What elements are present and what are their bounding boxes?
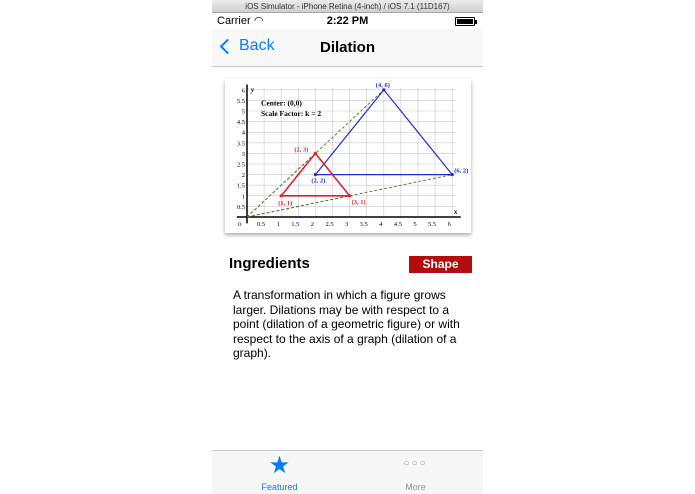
vertex-point [314, 152, 317, 155]
tab-featured-label: Featured [261, 482, 298, 492]
x-axis-label: x [453, 208, 458, 216]
category-badge[interactable]: Shape [409, 256, 472, 273]
navigation-bar [212, 29, 483, 67]
point-label: (6, 2) [454, 167, 469, 175]
tab-featured[interactable] [212, 451, 347, 494]
x-tick-label: 3 [344, 221, 349, 228]
battery-icon [455, 17, 475, 26]
more-dots-icon: ○○○ [403, 458, 428, 469]
x-tick-label: 1.5 [291, 221, 300, 228]
y-tick-label: 3 [241, 150, 245, 158]
point-label: (2, 3) [294, 146, 309, 154]
center-label: Center: (0,0) [261, 98, 302, 108]
x-tick-label: 6 [447, 221, 451, 228]
y-tick-label: 5 [241, 108, 245, 116]
x-tick-label: 1 [276, 221, 280, 228]
x-tick-label: 5.5 [428, 221, 437, 228]
tab-more[interactable] [348, 451, 483, 494]
y-axis-label: y [251, 85, 255, 94]
y-tick-label: 1 [241, 193, 245, 201]
simulator-title-bar [212, 0, 483, 13]
y-tick-label: 3.5 [236, 140, 245, 148]
y-tick-label: 0.5 [236, 203, 245, 211]
x-tick-label: 3.5 [359, 221, 368, 228]
x-tick-label: 2 [310, 221, 315, 228]
y-tick-label: 6 [241, 87, 245, 95]
section-title: Ingredients [229, 255, 310, 272]
dilation-graph-image [225, 79, 471, 233]
carrier-label: Carrier [217, 15, 251, 27]
vertex-point [314, 173, 317, 176]
x-tick-label: 4 [379, 221, 383, 228]
y-tick-label: 4 [241, 129, 245, 137]
vertex-point [280, 194, 283, 197]
x-tick-label: 4.5 [393, 221, 402, 228]
vertex-point [348, 194, 351, 197]
battery-level [457, 19, 473, 24]
y-tick-label: 5.5 [236, 97, 245, 105]
y-tick-label: 2.5 [236, 161, 245, 169]
back-label: Back [239, 37, 275, 54]
status-time: 2:22 PM [326, 15, 369, 27]
x-tick-label: 2.5 [325, 221, 334, 228]
simulator-title: iOS Simulator - iPhone Retina (4-inch) / iOS 7.1 (11D167) [245, 2, 450, 11]
wifi-icon: ◠ [254, 15, 264, 27]
description-text: A transformation in which a figure grows larger. Dilations may be with respect to a point (dilation of a geometric figure) or with respect to the axis of a graph (dilation of a graph). [233, 288, 460, 360]
point-label: (3, 1) [351, 198, 366, 206]
status-bar [212, 13, 483, 29]
x-tick-label: 5 [413, 221, 417, 228]
tab-bar [212, 450, 483, 494]
y-tick-label: 1.5 [236, 182, 245, 190]
star-icon: ★ [268, 452, 291, 479]
phone-screen [212, 13, 483, 494]
origin-label: o [238, 220, 242, 228]
page-title: Dilation [320, 39, 375, 56]
dilation-graph [225, 79, 471, 233]
y-tick-label: 4.5 [236, 119, 245, 127]
y-tick-label: 2 [241, 172, 245, 180]
scale-factor-label: Scale Factor: k = 2 [261, 109, 322, 118]
tab-more-label: More [405, 482, 426, 492]
x-tick-label: 0.5 [257, 221, 266, 228]
point-label: (2, 2) [311, 177, 326, 185]
point-label: (1, 1) [278, 199, 293, 207]
point-label: (4, 6) [375, 81, 390, 89]
